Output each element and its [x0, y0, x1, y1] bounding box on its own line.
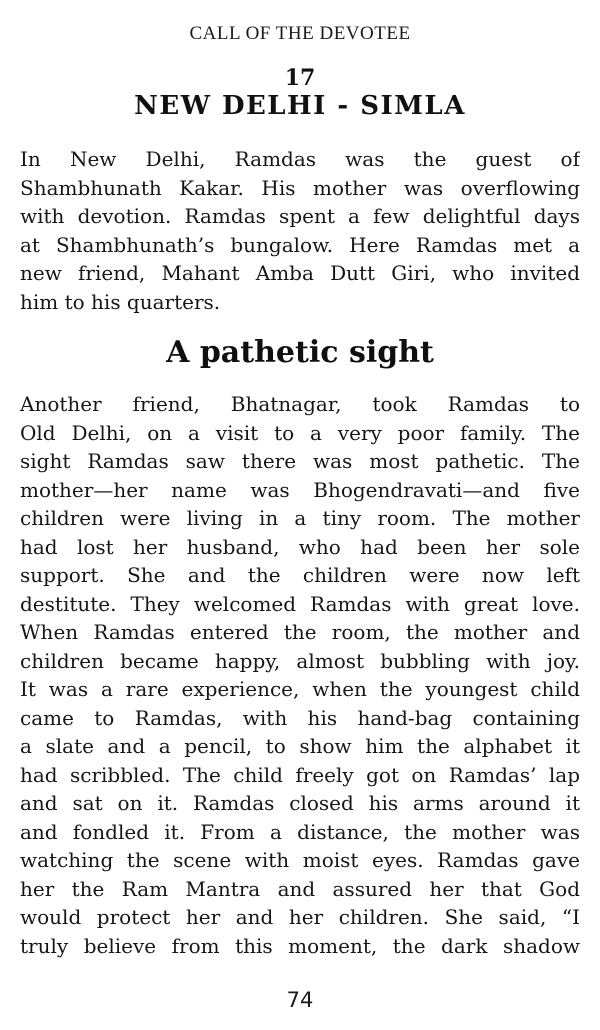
text-line: In New Delhi, Ramdas was the guest of — [20, 147, 580, 171]
text-line: Old Delhi, on a visit to a very poor family. The — [20, 420, 580, 445]
text-line: truly believe from this moment, the dark shadow — [20, 933, 580, 958]
chapter-title: NEW DELHI - SIMLA — [134, 91, 466, 121]
text-line: children became happy, almost bubbling with joy. — [20, 648, 580, 673]
text-line: sight Ramdas saw there was most pathetic. The — [20, 449, 580, 473]
text-line: had scribbled. The child freely got on Ramdas’ lap — [20, 762, 580, 787]
text-line: and fondled it. From a distance, the mother was — [20, 819, 580, 844]
text-line: would protect her and her children. She said, “I — [20, 905, 580, 929]
text-line: When Ramdas entered the room, the mother and — [20, 620, 580, 644]
text-line: and sat on it. Ramdas closed his arms around it — [20, 791, 580, 815]
text-line: Shambhunath Kakar. His mother was overflowing — [20, 175, 580, 200]
text-line: had lost her husband, who had been her sole — [20, 534, 580, 559]
text-line: new friend, Mahant Amba Dutt Giri, who invited — [20, 261, 580, 285]
text-line: with devotion. Ramdas spent a few delightful days — [20, 204, 580, 228]
text-line: her the Ram Mantra and assured her that God — [20, 876, 580, 901]
text-line: mother—her name was Bhogendravati—and five — [20, 477, 580, 502]
text-line: him to his quarters. — [20, 289, 221, 314]
page-number: 74 — [286, 988, 314, 1012]
text-line: destitute. They welcomed Ramdas with great love. — [20, 591, 580, 616]
text-line: came to Ramdas, with his hand-bag containing — [20, 705, 580, 730]
text-line: It was a rare experience, when the youngest child — [20, 677, 580, 701]
text-line: support. She and the children were now left — [20, 563, 580, 587]
chapter-number: 17 — [284, 65, 316, 91]
paragraph-2 — [20, 390, 580, 960]
paragraph-1 — [20, 145, 580, 316]
text-line: Another friend, Bhatnagar, took Ramdas to — [20, 392, 580, 416]
text-line: watching the scene with moist eyes. Ramdas gave — [20, 848, 580, 872]
text-line: at Shambhunath’s bungalow. Here Ramdas met a — [20, 232, 580, 257]
text-line: a slate and a pencil, to show him the alphabet it — [20, 734, 580, 758]
running-head: CALL OF THE DEVOTEE — [189, 23, 411, 44]
text-line: children were living in a tiny room. The mother — [20, 506, 580, 530]
section-heading: A pathetic sight — [166, 335, 434, 370]
